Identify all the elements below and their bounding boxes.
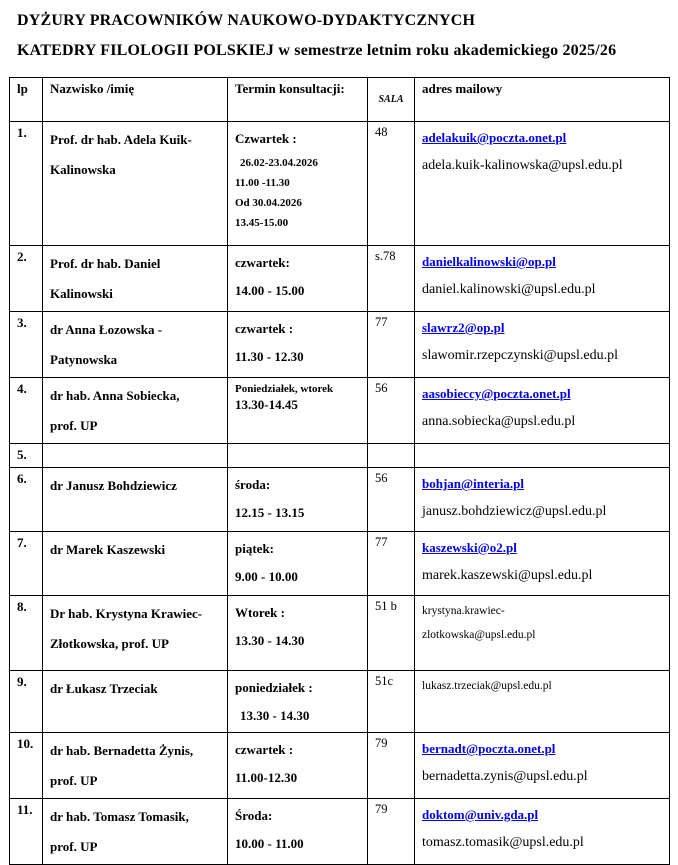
lecturer-name-line: dr Marek Kaszewski xyxy=(50,542,166,557)
table-row xyxy=(10,596,670,671)
consultation-time-line: 13.30 - 14.30 xyxy=(235,633,305,648)
email-cell xyxy=(415,799,670,865)
email-text: daniel.kalinowski@upsl.edu.pl xyxy=(422,282,596,297)
consultation-time-line: piątek: xyxy=(235,541,274,556)
email-link[interactable]: danielkalinowski@op.pl xyxy=(422,254,556,269)
col-header-email: adres mailowy xyxy=(415,78,670,122)
consultation-time-line: 26.02-23.04.2026 xyxy=(240,157,318,169)
lecturer-name-line: dr hab. Tomasz Tomasik, xyxy=(50,809,189,824)
email-cell xyxy=(415,733,670,799)
consultation-time-line: 11.00 -11.30 xyxy=(235,177,290,189)
email-cell xyxy=(415,444,670,468)
consultation-time-line: 12.15 - 13.15 xyxy=(235,505,305,520)
email-cell xyxy=(415,671,670,733)
row-number: 5. xyxy=(10,444,43,468)
room-number xyxy=(368,444,415,468)
consultation-schedule-table xyxy=(9,77,670,865)
lecturer-name-cell xyxy=(43,799,228,865)
email-link[interactable]: bernadt@poczta.onet.pl xyxy=(422,741,556,756)
room-number: 56 xyxy=(368,468,415,532)
lecturer-name-cell xyxy=(43,378,228,444)
consultation-time-line: Od 30.04.2026 xyxy=(235,197,302,209)
lecturer-name-cell xyxy=(43,468,228,532)
lecturer-name-line: dr Łukasz Trzeciak xyxy=(50,681,158,696)
email-text: anna.sobiecka@upsl.edu.pl xyxy=(422,414,576,429)
email-cell xyxy=(415,596,670,671)
room-number: 77 xyxy=(368,312,415,378)
email-text: adela.kuik-kalinowska@upsl.edu.pl xyxy=(422,158,623,173)
row-number: 11. xyxy=(10,799,43,865)
table-header-row xyxy=(10,78,670,122)
consultation-time-cell xyxy=(228,468,368,532)
row-number: 6. xyxy=(10,468,43,532)
email-cell xyxy=(415,246,670,312)
table-row xyxy=(10,378,670,444)
lecturer-name-cell xyxy=(43,122,228,246)
consultation-time-line: 11.30 - 12.30 xyxy=(235,349,304,364)
consultation-time-line: czwartek : xyxy=(235,321,294,336)
email-link[interactable]: adelakuik@poczta.onet.pl xyxy=(422,130,567,145)
lecturer-name-line: prof. UP xyxy=(50,839,98,854)
row-number: 10. xyxy=(10,733,43,799)
email-cell xyxy=(415,532,670,596)
row-number: 9. xyxy=(10,671,43,733)
consultation-time-line: 9.00 - 10.00 xyxy=(235,569,298,584)
consultation-time-line: Wtorek : xyxy=(235,605,285,620)
lecturer-name-line: prof. UP xyxy=(50,418,98,433)
email-cell xyxy=(415,468,670,532)
lecturer-name-line: Złotkowska, prof. UP xyxy=(50,636,169,651)
email-text: krystyna.krawiec- xyxy=(422,605,505,617)
table-row xyxy=(10,444,670,468)
email-link[interactable]: kaszewski@o2.pl xyxy=(422,540,517,555)
consultation-time-cell xyxy=(228,122,368,246)
room-number: 48 xyxy=(368,122,415,246)
lecturer-name-cell xyxy=(43,596,228,671)
lecturer-name-line: dr Janusz Bohdziewicz xyxy=(50,478,177,493)
row-number: 8. xyxy=(10,596,43,671)
table-row xyxy=(10,122,670,246)
consultation-time-cell xyxy=(228,596,368,671)
row-number: 1. xyxy=(10,122,43,246)
email-link[interactable]: slawrz2@op.pl xyxy=(422,320,505,335)
lecturer-name-line: dr hab. Anna Sobiecka, xyxy=(50,388,180,403)
document-title-line-1: DYŻURY PRACOWNIKÓW NAUKOWO-DYDAKTYCZNYCH xyxy=(17,12,476,29)
room-number: 51 b xyxy=(368,596,415,671)
consultation-time-cell xyxy=(228,799,368,865)
lecturer-name-line: prof. UP xyxy=(50,773,98,788)
col-header-term: Termin konsultacji: xyxy=(228,78,368,122)
col-header-lp: lp xyxy=(10,78,43,122)
lecturer-name-cell xyxy=(43,246,228,312)
room-number: 79 xyxy=(368,799,415,865)
consultation-time-line: czwartek : xyxy=(235,742,294,757)
row-number: 4. xyxy=(10,378,43,444)
table-row xyxy=(10,246,670,312)
consultation-time-line: 11.00-12.30 xyxy=(235,770,298,785)
consultation-time-line: 13.30 - 14.30 xyxy=(240,708,310,723)
consultation-time-line: 13.45-15.00 xyxy=(235,217,289,229)
col-header-name: Nazwisko /imię xyxy=(43,78,228,122)
lecturer-name-line: dr hab. Bernadetta Żynis, xyxy=(50,743,194,758)
consultation-time-line: 13.30-14.45 xyxy=(235,397,298,412)
email-text: zlotkowska@upsl.edu.pl xyxy=(422,629,536,641)
email-text: lukasz.trzeciak@upsl.edu.pl xyxy=(422,680,552,692)
lecturer-name-cell xyxy=(43,532,228,596)
col-header-room: SALA xyxy=(368,78,415,122)
consultation-time-line: Poniedziałek, wtorek xyxy=(235,383,334,395)
consultation-time-cell xyxy=(228,444,368,468)
email-cell xyxy=(415,122,670,246)
email-text: janusz.bohdziewicz@upsl.edu.pl xyxy=(422,504,607,519)
consultation-time-line: Środa: xyxy=(235,808,273,823)
table-row xyxy=(10,468,670,532)
document-title-line-2: KATEDRY FILOLOGII POLSKIEJ w semestrze letnim roku akademickiego 2025/26 xyxy=(17,42,617,59)
table-row xyxy=(10,532,670,596)
row-number: 2. xyxy=(10,246,43,312)
consultation-time-line: czwartek: xyxy=(235,255,290,270)
email-text: bernadetta.zynis@upsl.edu.pl xyxy=(422,769,588,784)
room-number: 79 xyxy=(368,733,415,799)
consultation-time-cell xyxy=(228,312,368,378)
consultation-time-cell xyxy=(228,378,368,444)
room-number: 56 xyxy=(368,378,415,444)
email-text: marek.kaszewski@upsl.edu.pl xyxy=(422,568,593,583)
consultation-time-cell xyxy=(228,532,368,596)
email-link[interactable]: aasobieccy@poczta.onet.pl xyxy=(422,386,571,401)
email-link[interactable]: bohjan@interia.pl xyxy=(422,476,525,491)
email-cell xyxy=(415,378,670,444)
email-text: tomasz.tomasik@upsl.edu.pl xyxy=(422,835,584,850)
consultation-time-cell xyxy=(228,246,368,312)
lecturer-name-line: dr Anna Łozowska - xyxy=(50,322,163,337)
consultation-time-line: Czwartek : xyxy=(235,131,297,146)
consultation-time-line: poniedziałek : xyxy=(235,680,313,695)
room-number: 77 xyxy=(368,532,415,596)
table-row xyxy=(10,312,670,378)
lecturer-name-line: Prof. dr hab. Daniel xyxy=(50,256,161,271)
lecturer-name-cell xyxy=(43,312,228,378)
consultation-time-cell xyxy=(228,733,368,799)
lecturer-name-cell xyxy=(43,733,228,799)
lecturer-name-line: Prof. dr hab. Adela Kuik- xyxy=(50,132,192,147)
lecturer-name-line: Dr hab. Krystyna Krawiec- xyxy=(50,606,203,621)
lecturer-name-line: Kalinowska xyxy=(50,162,116,177)
email-cell xyxy=(415,312,670,378)
table-body xyxy=(10,122,670,865)
row-number: 3. xyxy=(10,312,43,378)
lecturer-name-cell xyxy=(43,671,228,733)
email-link[interactable]: doktom@univ.gda.pl xyxy=(422,807,539,822)
consultation-time-cell xyxy=(228,671,368,733)
table-row xyxy=(10,733,670,799)
lecturer-name-line: Patynowska xyxy=(50,352,118,367)
table-row xyxy=(10,671,670,733)
lecturer-name-line: Kalinowski xyxy=(50,286,113,301)
room-number: s.78 xyxy=(368,246,415,312)
row-number: 7. xyxy=(10,532,43,596)
consultation-time-line: 10.00 - 11.00 xyxy=(235,836,304,851)
email-text: slawomir.rzepczynski@upsl.edu.pl xyxy=(422,348,619,363)
consultation-time-line: środa: xyxy=(235,477,271,492)
table-row xyxy=(10,799,670,865)
consultation-time-line: 14.00 - 15.00 xyxy=(235,283,305,298)
lecturer-name-cell xyxy=(43,444,228,468)
room-number: 51c xyxy=(368,671,415,733)
